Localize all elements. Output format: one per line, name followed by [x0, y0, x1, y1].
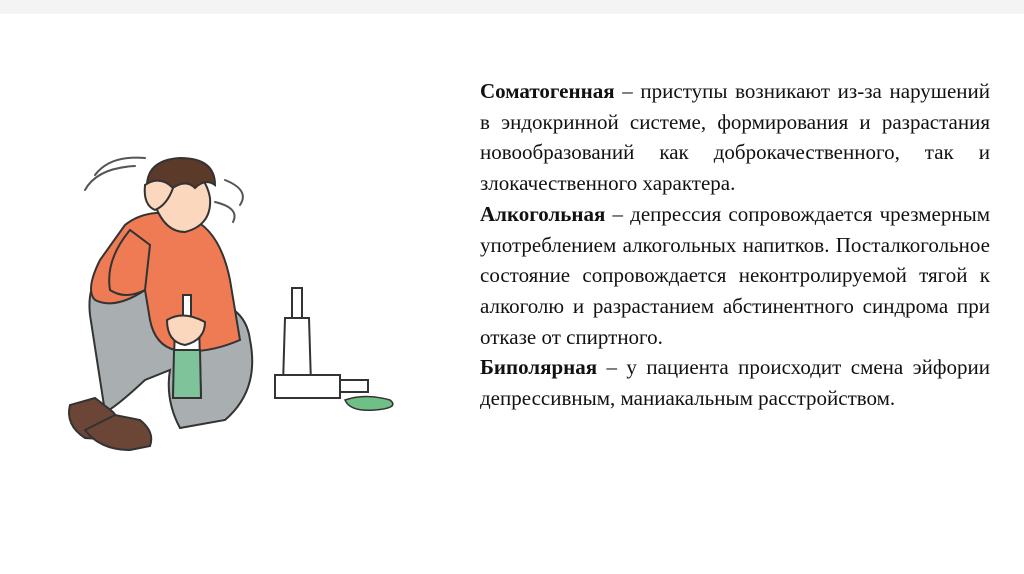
- paragraph-bipolar: [480, 352, 990, 413]
- term-somatogenic: Соматогенная: [480, 79, 615, 103]
- empty-bottle-icon: [283, 288, 311, 384]
- top-band: [0, 0, 1024, 14]
- term-bipolar: Биполярная: [480, 355, 598, 380]
- fallen-bottle-icon: [275, 375, 368, 398]
- paragraph-alcoholic: [480, 199, 990, 353]
- desc-alcoholic: – депрессия сопровождается чрезмерным употреблением алкогольных напитков. Посталкогольное состояние сопровождается неконтролируемой тягой к алкоголю и разрастанием абстинентного синдрома при отказе от спиртного.: [480, 201, 990, 349]
- paragraph-somatogenic: [480, 76, 990, 199]
- text-block: [480, 76, 990, 414]
- desc-bipolar: – у пациента происходит смена эйфории депрессивным, маниакальным расстройством.: [480, 355, 990, 411]
- spill-icon: [345, 397, 393, 411]
- sad-drinking-man-illustration: [55, 150, 410, 460]
- desc-somatogenic: – приступы возникают из-за нарушений в эндокринной системе, формирования и разрастания новообразований как доброкачественного, так и злокачественного характера.: [480, 79, 990, 196]
- term-alcoholic: Алкогольная: [480, 201, 606, 226]
